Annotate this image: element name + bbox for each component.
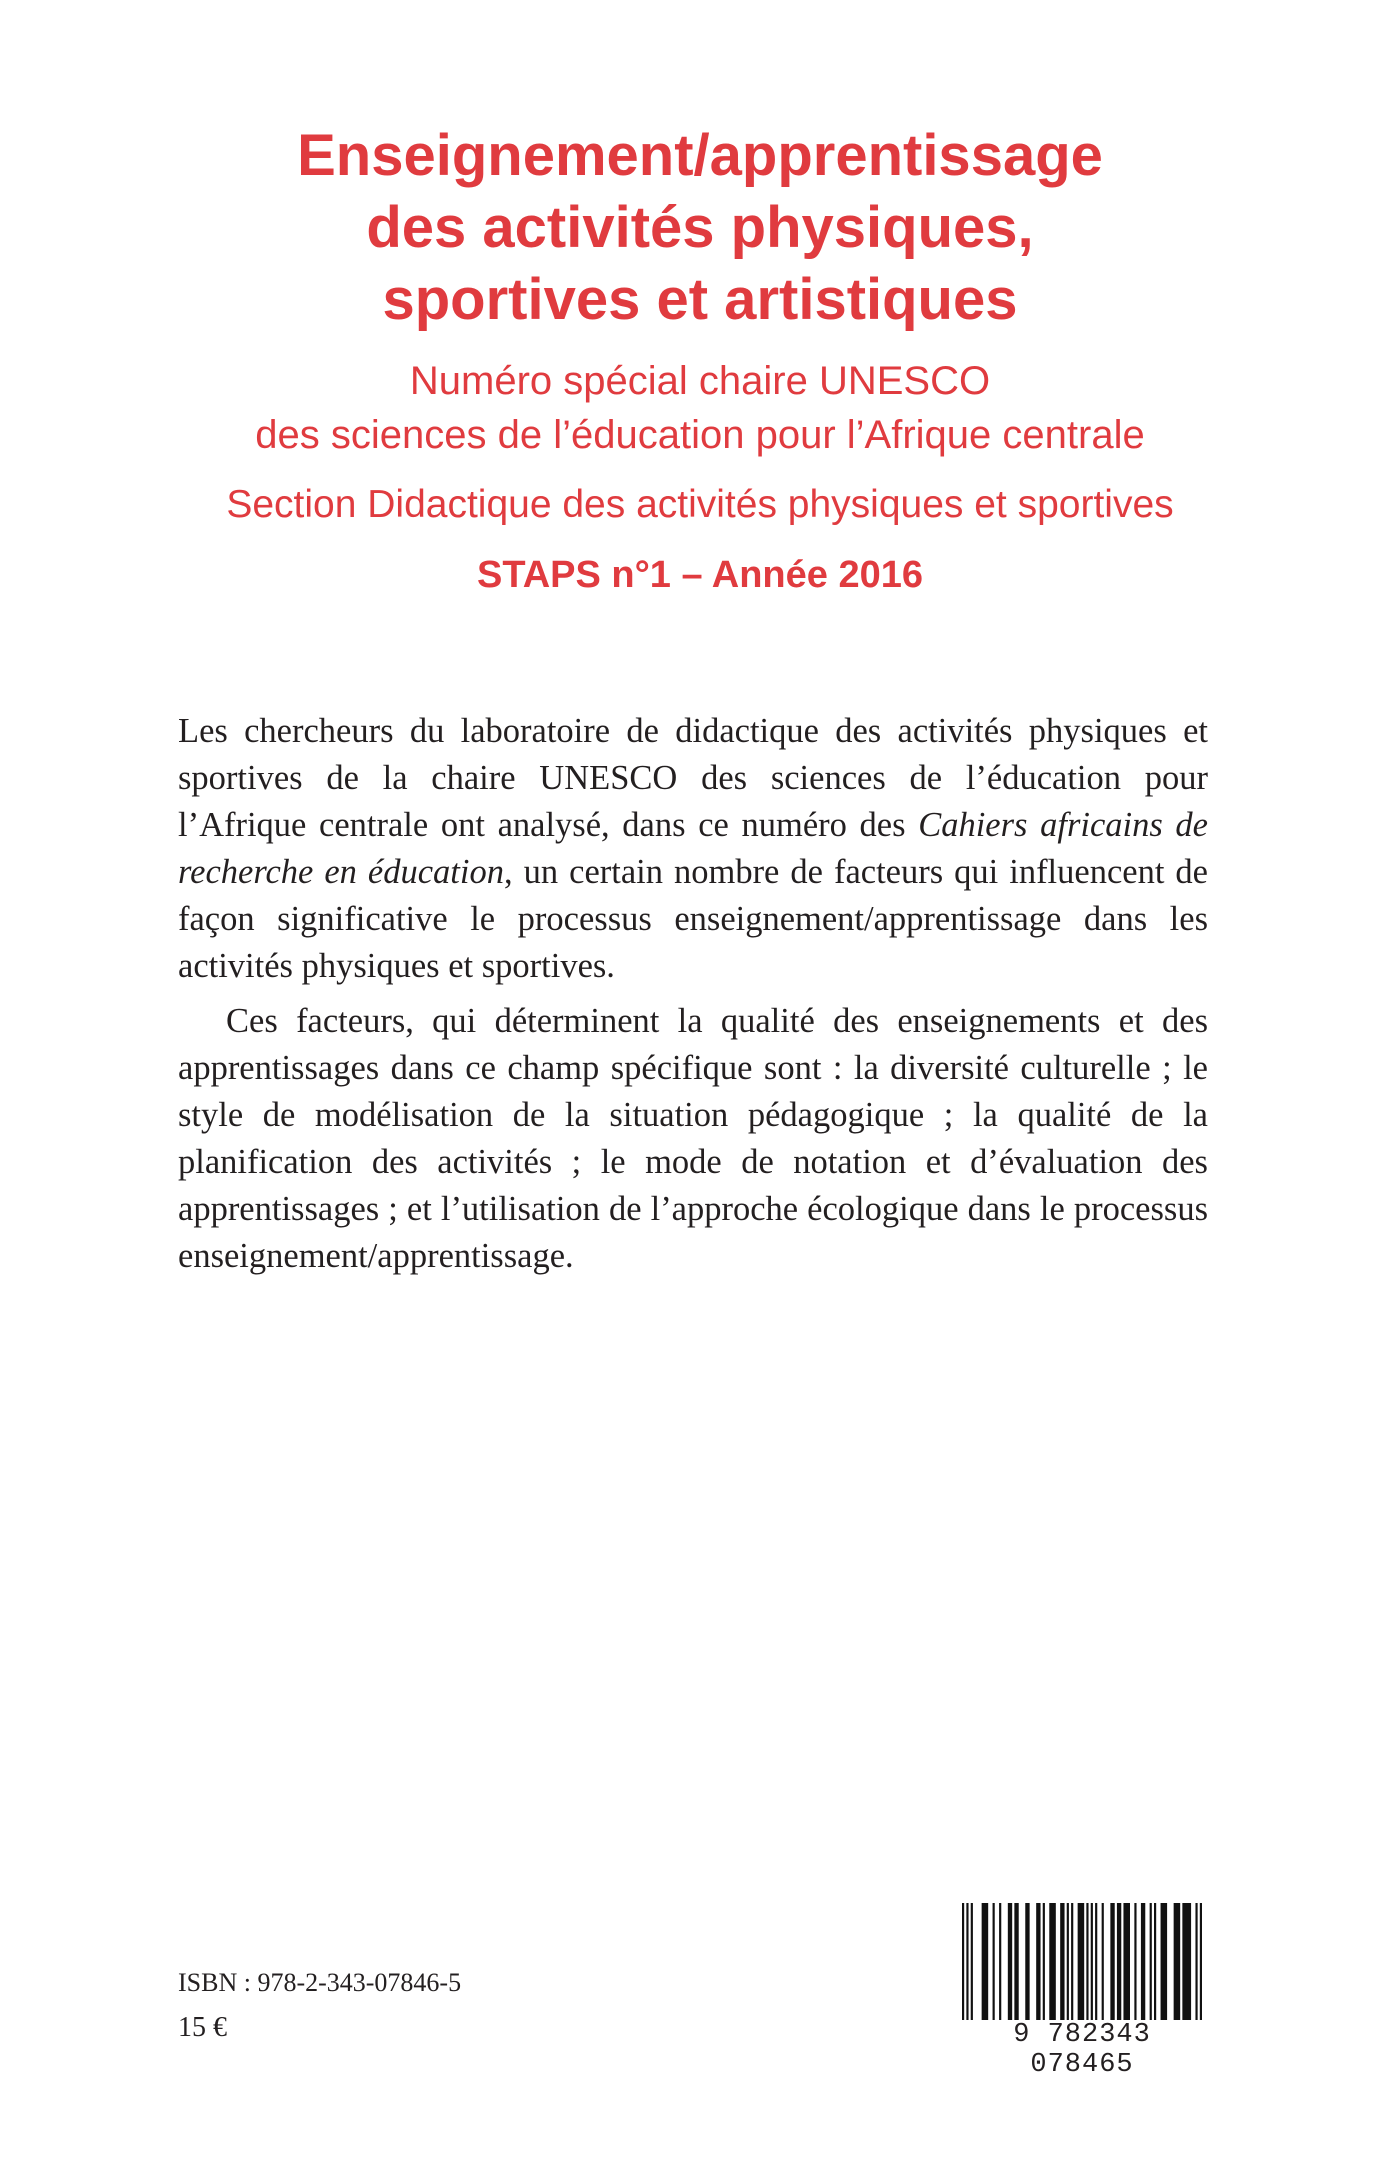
subtitle-line: Numéro spécial chaire UNESCO	[409, 359, 991, 403]
section-label: Section Didactique des activités physiques et sportives	[226, 483, 1174, 526]
book-title	[0, 120, 1400, 336]
back-cover-text	[178, 708, 1208, 1288]
subtitle	[0, 354, 1400, 462]
title-line: sportives et artistiques	[382, 267, 1018, 332]
header	[0, 120, 1400, 600]
barcode-digits: 9 782343 078465	[956, 2020, 1208, 2080]
isbn: ISBN : 978-2-343-07846-5	[178, 1968, 462, 1997]
price: 15 €	[178, 2012, 227, 2043]
paragraph-1-end: , un certain nombre de facteurs qui influencent de façon significative le processus enseignement/apprentissage dans les activités physiques et sportives.	[178, 853, 1208, 985]
title-line: Enseignement/apprentissage	[297, 123, 1103, 188]
paragraph-1-start: Les chercheurs du laboratoire de didactique des activités physiques et sportives de la chaire UNESCO des sciences de l’éducation pour l’Afrique centrale ont analysé, dans ce numéro des	[178, 712, 1208, 844]
paragraph-2: Ces facteurs, qui déterminent la qualité des enseignements et des apprentissages dans ce champ spécifique sont : la diversité culturelle ; le style de modélisation de la situation pédagogique ; la qualité de la planification des activités ; le mode de notation et d’évaluation des apprentissages ; et l’utilisation de l’approche écologique dans le processus enseignement/apprentissage.	[178, 1002, 1208, 1275]
paragraph-1	[178, 708, 1208, 990]
title-line: des activités physiques,	[366, 195, 1034, 260]
subtitle-line: des sciences de l’éducation pour l’Afrique centrale	[255, 413, 1145, 457]
issue-label: STAPS n°1 – Année 2016	[476, 554, 924, 596]
journal-title: Cahiers africains de recherche en éducation	[178, 806, 1208, 891]
